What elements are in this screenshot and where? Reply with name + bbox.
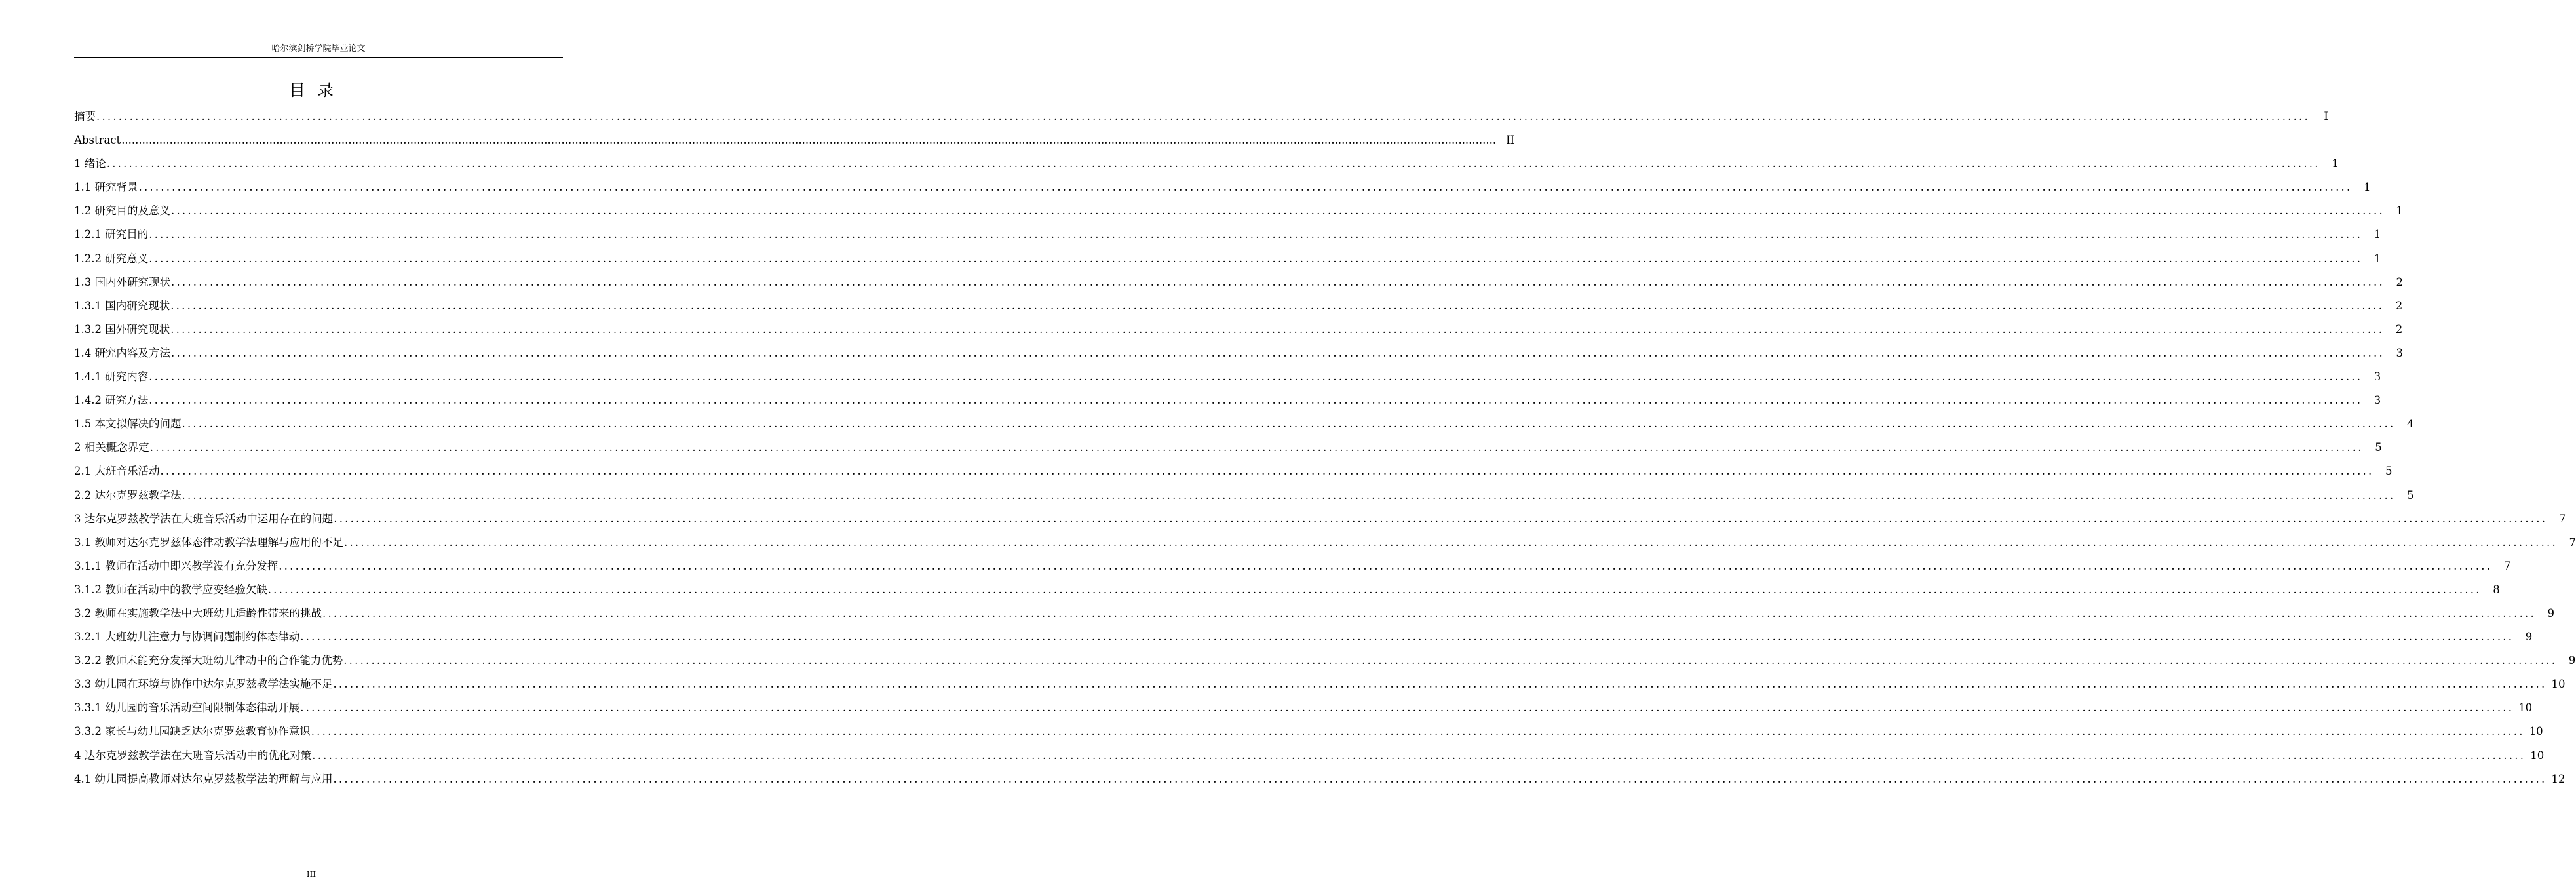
toc-list [74,105,2576,791]
toc-entry[interactable] [74,318,2403,342]
toc-entry-label: 3.1 教师对达尔克罗兹体态律动教学法理解与应用的不足 [74,536,343,549]
toc-entry[interactable] [74,649,2576,673]
toc-entry[interactable] [74,389,2381,412]
toc-entry-page: 2 [2395,323,2403,336]
toc-entry-label: 3.2 教师在实施教学法中大班幼儿适龄性带来的挑战 [74,606,322,619]
toc-entry[interactable] [74,223,2381,246]
toc-dot-leader: ................................................................................................................................................................................................................................................................................................................................................................................................................ [300,701,2514,715]
toc-entry[interactable] [74,176,2371,199]
toc-entry[interactable] [74,365,2381,389]
toc-entry-page: 1 [2374,228,2381,241]
toc-dot-leader: ................................................................................................................................................................................................................................................................................................................................................................................................................ [343,654,2558,667]
toc-entry-label: 1.4 研究内容及方法 [74,346,170,359]
toc-entry-label: 1.2 研究目的及意义 [74,205,170,218]
toc-dot-leader: ................................................................................................................................................................................................................................................................................................................................................................................................................ [106,157,2320,170]
toc-entry-label: 2.2 达尔克罗兹教学法 [74,488,182,501]
toc-dot-leader: ................................................................................................................................................................................................................................................................................................................................................................................................................ [149,228,2363,241]
toc-dot-leader: ................................................................................................................................................................................................................................................................................................................................................................................................................ [312,749,2526,762]
toc-entry[interactable] [74,744,2545,768]
toc-dot-leader: ................................................................................................................................................................................................................................................................................................................................................................................................................ [311,725,2525,738]
toc-entry-label: 3.1.2 教师在活动中的教学应变经验欠缺 [74,583,267,596]
toc-entry-label: 4 达尔克罗兹教学法在大班音乐活动中的优化对策 [74,749,312,762]
toc-entry-page: 10 [2530,749,2545,762]
toc-dot-leader: ................................................................................................................................................................................................................................................................................................................................................................................................................ [334,512,2548,525]
toc-title: 目录 [288,81,345,100]
toc-entry-page: 7 [2569,536,2576,549]
toc-entry-page: 7 [2503,559,2511,572]
toc-entry-page: 9 [2525,631,2533,644]
toc-entry-label: 1.3 国内外研究现状 [74,275,170,288]
toc-entry-label: 4.1 幼儿园提高教师对达尔克罗兹教学法的理解与应用 [74,772,333,785]
toc-entry-label: 2 相关概念界定 [74,441,149,454]
toc-entry-page: 7 [2558,512,2566,525]
toc-entry-label: 1.2.2 研究意义 [74,252,149,265]
toc-entry[interactable] [74,484,2414,507]
toc-entry-page: 1 [2374,252,2381,265]
toc-entry-label: 1.3.2 国外研究现状 [74,323,170,336]
toc-entry-page: II [1506,134,1515,147]
toc-entry[interactable] [74,342,2403,365]
toc-dot-leader: ................................................................................................................................................................................................................................................................................................................................................................................................................ [96,110,2310,123]
toc-dot-leader: ................................................................................................................................................................................................................................................................................................................................................................................................................ [121,134,1497,147]
toc-entry[interactable] [74,199,2403,223]
toc-entry-page: 3 [2374,394,2381,407]
toc-dot-leader: ................................................................................................................................................................................................................................................................................................................................................................................................................ [149,370,2363,383]
toc-dot-leader: ................................................................................................................................................................................................................................................................................................................................................................................................................ [170,299,2385,312]
toc-entry-page: 3 [2374,370,2381,383]
toc-entry-page: 10 [2518,701,2533,715]
toc-entry-page: 5 [2375,441,2382,454]
toc-dot-leader: ................................................................................................................................................................................................................................................................................................................................................................................................................ [160,465,2374,478]
toc-entry-page: I [2324,110,2328,123]
toc-entry-label: 1.3.1 国内研究现状 [74,299,170,312]
toc-entry[interactable] [74,460,2393,483]
toc-dot-leader: ................................................................................................................................................................................................................................................................................................................................................................................................................ [267,583,2482,596]
toc-entry-label: 1.1 研究背景 [74,181,138,194]
toc-entry-label: 3.2.1 大班幼儿注意力与协调问题制约体态律动 [74,631,300,644]
toc-entry[interactable] [74,294,2403,318]
toc-entry-label: 3.3.1 幼儿园的音乐活动空间限制体态律动开展 [74,701,300,715]
toc-entry-page: 9 [2547,606,2554,619]
toc-entry[interactable] [74,105,2328,128]
toc-entry-page: 5 [2385,465,2393,478]
toc-dot-leader: ................................................................................................................................................................................................................................................................................................................................................................................................................ [170,323,2385,336]
toc-entry[interactable] [74,673,2566,696]
toc-entry-page: 1 [2396,205,2403,218]
toc-entry-label: 1.2.1 研究目的 [74,228,149,241]
toc-dot-leader: ................................................................................................................................................................................................................................................................................................................................................................................................................ [171,346,2385,359]
toc-entry-page: 10 [2529,725,2543,738]
toc-dot-leader: ................................................................................................................................................................................................................................................................................................................................................................................................................ [344,536,2558,549]
toc-entry-page: 2 [2395,299,2403,312]
toc-entry-page: 5 [2406,488,2414,501]
toc-dot-leader: ................................................................................................................................................................................................................................................................................................................................................................................................................ [322,606,2536,619]
toc-entry-label: 3.2.2 教师未能充分发挥大班幼儿律动中的合作能力优势 [74,654,343,667]
toc-entry[interactable] [74,507,2566,531]
toc-entry[interactable] [74,247,2381,271]
toc-entry[interactable] [74,412,2414,436]
toc-entry[interactable] [74,531,2576,555]
toc-entry-label: 1.5 本文拟解决的问题 [74,418,182,431]
toc-dot-leader: ................................................................................................................................................................................................................................................................................................................................................................................................................ [149,394,2363,407]
toc-entry[interactable] [74,555,2511,578]
toc-entry[interactable] [74,696,2533,720]
toc-dot-leader: ................................................................................................................................................................................................................................................................................................................................................................................................................ [333,678,2547,691]
toc-entry-label: 1.4.1 研究内容 [74,370,149,383]
toc-entry-page: 4 [2406,418,2414,431]
toc-entry-label: 3.1.1 教师在活动中即兴教学没有充分发挥 [74,559,279,572]
toc-entry[interactable] [74,271,2403,294]
toc-dot-leader: ................................................................................................................................................................................................................................................................................................................................................................................................................ [182,418,2396,431]
toc-entry[interactable] [74,602,2554,625]
toc-entry-page: 10 [2551,678,2566,691]
toc-entry-page: 3 [2396,346,2403,359]
toc-entry-label: 3.3 幼儿园在环境与协作中达尔克罗兹教学法实施不足 [74,678,333,691]
toc-entry[interactable] [74,768,2566,791]
toc-entry-page: 1 [2332,157,2339,170]
page-number: III [306,870,317,879]
toc-entry-label: 1 绪论 [74,157,106,170]
toc-entry[interactable] [74,436,2382,460]
toc-dot-leader: ................................................................................................................................................................................................................................................................................................................................................................................................................ [171,275,2385,288]
toc-dot-leader: ................................................................................................................................................................................................................................................................................................................................................................................................................ [300,631,2514,644]
toc-entry-label: 1.4.2 研究方法 [74,394,149,407]
toc-dot-leader: ................................................................................................................................................................................................................................................................................................................................................................................................................ [182,488,2396,501]
toc-entry-page: 1 [2363,181,2371,194]
toc-entry-page: 8 [2493,583,2500,596]
toc-dot-leader: ................................................................................................................................................................................................................................................................................................................................................................................................................ [171,205,2385,218]
toc-entry[interactable] [74,128,1515,152]
toc-entry[interactable] [74,152,2339,176]
toc-entry[interactable] [74,625,2533,649]
toc-dot-leader: ................................................................................................................................................................................................................................................................................................................................................................................................................ [279,559,2493,572]
toc-entry-label: 摘要 [74,110,96,123]
toc-entry[interactable] [74,578,2500,602]
toc-dot-leader: ................................................................................................................................................................................................................................................................................................................................................................................................................ [333,772,2547,785]
toc-entry-page: 2 [2396,275,2403,288]
running-header: 哈尔滨剑桥学院毕业论文 [271,44,366,54]
toc-entry-label: Abstract [74,134,121,147]
toc-dot-leader: ................................................................................................................................................................................................................................................................................................................................................................................................................ [149,441,2364,454]
toc-entry-label: 2.1 大班音乐活动 [74,465,160,478]
toc-entry-label: 3.3.2 家长与幼儿园缺乏达尔克罗兹教育协作意识 [74,725,311,738]
toc-dot-leader: ................................................................................................................................................................................................................................................................................................................................................................................................................ [138,181,2353,194]
header-rule [74,57,563,58]
toc-entry[interactable] [74,720,2543,743]
toc-entry-page: 12 [2551,772,2566,785]
toc-entry-label: 3 达尔克罗兹教学法在大班音乐活动中运用存在的问题 [74,512,334,525]
toc-entry-page: 9 [2568,654,2576,667]
toc-dot-leader: ................................................................................................................................................................................................................................................................................................................................................................................................................ [149,252,2363,265]
